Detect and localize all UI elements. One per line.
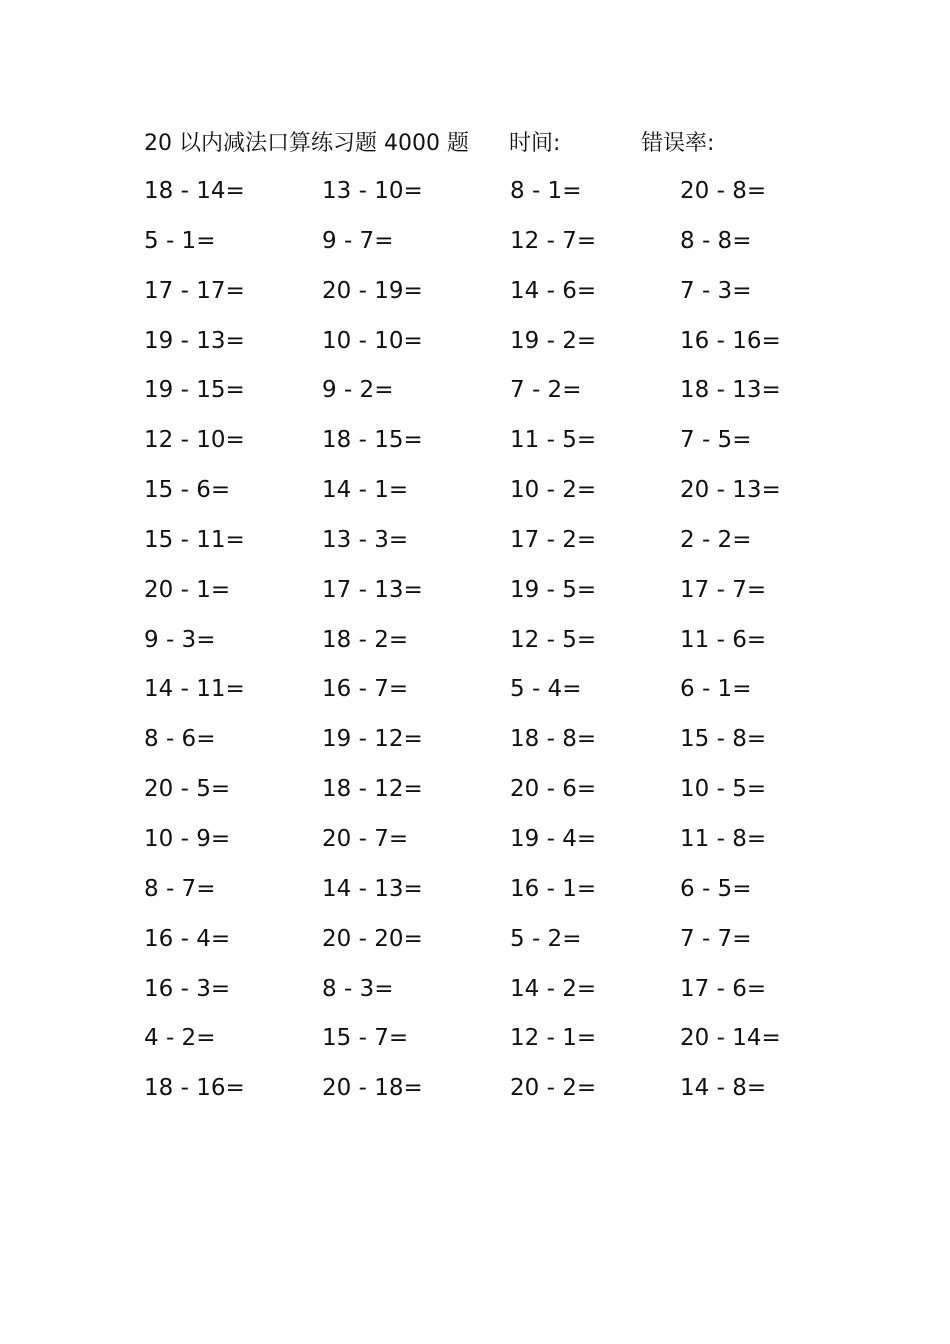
problem-cell: 13 - 3= (322, 526, 409, 553)
problem-row (0, 470, 950, 520)
problem-cell: 12 - 5= (510, 626, 597, 653)
problem-row (0, 869, 950, 919)
problem-cell: 14 - 8= (680, 1075, 767, 1102)
problem-cell: 18 - 15= (322, 427, 423, 454)
problem-cell: 9 - 7= (322, 227, 394, 254)
problem-cell: 10 - 2= (510, 477, 597, 504)
time-label: 时间: (509, 131, 561, 156)
problem-cell: 7 - 3= (680, 277, 752, 304)
problem-cell: 15 - 6= (144, 477, 231, 504)
problem-cell: 17 - 7= (680, 576, 767, 603)
problem-cell: 17 - 6= (680, 975, 767, 1002)
problem-cell: 8 - 8= (680, 227, 752, 254)
problem-row (0, 221, 950, 271)
problem-cell: 9 - 3= (144, 626, 216, 653)
problem-cell: 8 - 1= (510, 178, 582, 204)
problem-cell: 19 - 13= (144, 327, 245, 354)
problem-cell: 2 - 2= (680, 526, 752, 553)
problem-row (0, 669, 950, 719)
problem-cell: 19 - 4= (510, 825, 597, 852)
problem-cell: 12 - 7= (510, 227, 597, 254)
problem-cell: 5 - 2= (510, 925, 582, 952)
problem-cell: 14 - 1= (322, 477, 409, 504)
problem-cell: 15 - 7= (322, 1025, 409, 1052)
problem-cell: 6 - 5= (680, 875, 752, 902)
problem-row (0, 969, 950, 1019)
problem-cell: 10 - 10= (322, 327, 423, 354)
problem-cell: 17 - 17= (144, 277, 245, 304)
problem-cell: 8 - 3= (322, 975, 394, 1002)
problem-cell: 20 - 20= (322, 925, 423, 952)
problem-row (0, 321, 950, 371)
problem-cell: 18 - 14= (144, 178, 245, 204)
problem-cell: 17 - 13= (322, 576, 423, 603)
problem-cell: 20 - 7= (322, 825, 409, 852)
problem-row (0, 1068, 950, 1118)
problem-cell: 19 - 2= (510, 327, 597, 354)
problem-cell: 14 - 6= (510, 277, 597, 304)
problem-cell: 20 - 13= (680, 477, 781, 504)
problem-row (0, 271, 950, 321)
problem-cell: 5 - 4= (510, 676, 582, 703)
worksheet-header (0, 124, 950, 164)
problem-cell: 8 - 7= (144, 875, 216, 902)
problem-cell: 8 - 6= (144, 726, 216, 753)
problem-cell: 5 - 1= (144, 227, 216, 254)
problem-cell: 18 - 8= (510, 726, 597, 753)
problem-cell: 18 - 13= (680, 377, 781, 404)
problem-cell: 19 - 15= (144, 377, 245, 404)
problem-cell: 18 - 12= (322, 776, 423, 803)
problem-cell: 20 - 6= (510, 776, 597, 803)
problem-row (0, 171, 950, 221)
problem-cell: 20 - 18= (322, 1075, 423, 1102)
problem-cell: 17 - 2= (510, 526, 597, 553)
problem-cell: 19 - 12= (322, 726, 423, 753)
error-rate-label: 错误率: (641, 131, 715, 156)
problem-cell: 7 - 7= (680, 925, 752, 952)
problem-cell: 20 - 5= (144, 776, 231, 803)
problem-cell: 18 - 2= (322, 626, 409, 653)
problem-row (0, 769, 950, 819)
problem-cell: 20 - 1= (144, 576, 231, 603)
problem-cell: 9 - 2= (322, 377, 394, 404)
problem-cell: 16 - 4= (144, 925, 231, 952)
problem-cell: 16 - 1= (510, 875, 597, 902)
problem-cell: 19 - 5= (510, 576, 597, 603)
problem-cell: 14 - 13= (322, 875, 423, 902)
problem-row (0, 819, 950, 869)
problem-cell: 16 - 3= (144, 975, 231, 1002)
problem-cell: 16 - 16= (680, 327, 781, 354)
problem-grid (0, 171, 950, 1118)
problem-row (0, 620, 950, 670)
problem-cell: 10 - 9= (144, 825, 231, 852)
problem-cell: 11 - 8= (680, 825, 767, 852)
problem-row (0, 520, 950, 570)
problem-cell: 20 - 8= (680, 178, 767, 204)
problem-row (0, 919, 950, 969)
problem-cell: 15 - 11= (144, 526, 245, 553)
problem-cell: 14 - 11= (144, 676, 245, 703)
problem-row (0, 719, 950, 769)
worksheet-title: 20 以内减法口算练习题 4000 题 (144, 131, 469, 156)
problem-row (0, 1018, 950, 1068)
problem-cell: 7 - 2= (510, 377, 582, 404)
problem-row (0, 370, 950, 420)
problem-cell: 11 - 5= (510, 427, 597, 454)
problem-cell: 13 - 10= (322, 178, 423, 204)
problem-cell: 20 - 14= (680, 1025, 781, 1052)
problem-cell: 16 - 7= (322, 676, 409, 703)
problem-cell: 18 - 16= (144, 1075, 245, 1102)
problem-row (0, 570, 950, 620)
problem-cell: 20 - 19= (322, 277, 423, 304)
problem-cell: 7 - 5= (680, 427, 752, 454)
problem-cell: 20 - 2= (510, 1075, 597, 1102)
problem-cell: 12 - 10= (144, 427, 245, 454)
problem-cell: 15 - 8= (680, 726, 767, 753)
problem-row (0, 420, 950, 470)
problem-cell: 12 - 1= (510, 1025, 597, 1052)
problem-cell: 4 - 2= (144, 1025, 216, 1052)
problem-cell: 6 - 1= (680, 676, 752, 703)
problem-cell: 10 - 5= (680, 776, 767, 803)
problem-cell: 14 - 2= (510, 975, 597, 1002)
problem-cell: 11 - 6= (680, 626, 767, 653)
